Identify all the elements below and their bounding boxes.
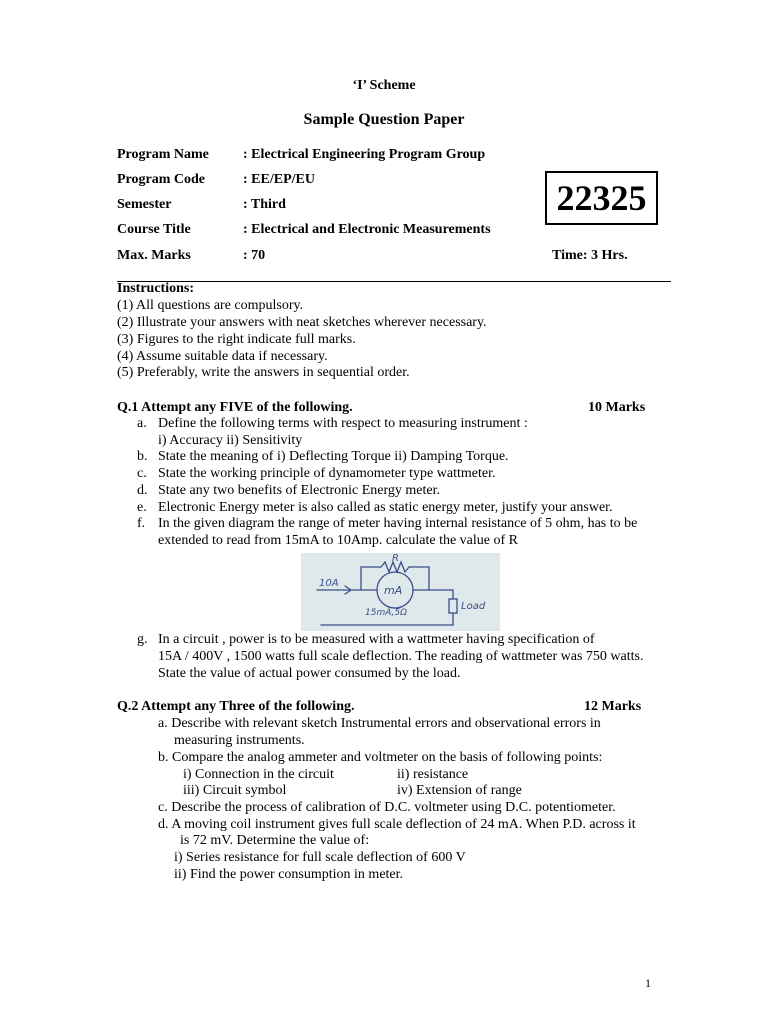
q1-item-text: In the given diagram the range of meter having internal resistance of 5 ohm, has to be bbox=[158, 516, 638, 531]
q1-item-text: State the working principle of dynamometer type wattmeter. bbox=[158, 466, 496, 481]
q1-item-text: State the value of actual power consumed by the load. bbox=[158, 666, 461, 681]
instructions-heading: Instructions: bbox=[117, 281, 195, 296]
q1-item-marker: d. bbox=[137, 483, 148, 498]
program-name-value: : Electrical Engineering Program Group bbox=[243, 147, 486, 162]
instruction-item: (4) Assume suitable data if necessary. bbox=[117, 349, 328, 364]
instruction-item: (3) Figures to the right indicate full marks. bbox=[117, 332, 356, 347]
q1-item-marker: b. bbox=[137, 449, 148, 464]
program-name-label: Program Name bbox=[117, 147, 209, 162]
circuit-diagram-svg bbox=[301, 553, 500, 631]
q2-item-text: b. Compare the analog ammeter and voltmeter on the basis of following points: bbox=[158, 750, 603, 765]
q1-item-text: extended to read from 15mA to 10Amp. calculate the value of R bbox=[158, 533, 519, 548]
max-marks-label: Max. Marks bbox=[117, 248, 191, 263]
q1-item-text: 15A / 400V , 1500 watts full scale deflection. The reading of wattmeter was 750 watts. bbox=[158, 649, 644, 664]
q2-heading: Q.2 Attempt any Three of the following. bbox=[117, 699, 355, 714]
meter-spec-label: 15mA,5Ω bbox=[365, 608, 408, 618]
q1-item-marker: g. bbox=[137, 632, 148, 647]
q1-item-text: State the meaning of i) Deflecting Torque ii) Damping Torque. bbox=[158, 449, 509, 464]
q1-item-text: State any two benefits of Electronic Energy meter. bbox=[158, 483, 440, 498]
load-label: Load bbox=[461, 601, 486, 612]
header-divider bbox=[117, 281, 671, 282]
instruction-item: (2) Illustrate your answers with neat sketches wherever necessary. bbox=[117, 315, 487, 330]
q2-item-text: c. Describe the process of calibration of D.C. voltmeter using D.C. potentiometer. bbox=[158, 800, 616, 815]
q2-subitem: iv) Extension of range bbox=[397, 783, 522, 798]
q1-item-text: Electronic Energy meter is also called as static energy meter, justify your answer. bbox=[158, 500, 613, 515]
course-title-value: : Electrical and Electronic Measurements bbox=[243, 222, 491, 237]
time-label: Time: 3 Hrs. bbox=[552, 248, 628, 263]
course-title-label: Course Title bbox=[117, 222, 191, 237]
circuit-diagram bbox=[301, 553, 500, 631]
q2-item-text: is 72 mV. Determine the value of: bbox=[180, 833, 370, 848]
q1-item-marker: a. bbox=[137, 416, 147, 431]
q1-heading: Q.1 Attempt any FIVE of the following. bbox=[117, 400, 353, 415]
current-label: 10A bbox=[319, 578, 339, 589]
q1-marks: 10 Marks bbox=[588, 400, 646, 415]
semester-label: Semester bbox=[117, 197, 172, 212]
meter-label: mA bbox=[384, 584, 403, 597]
instruction-item: (5) Preferably, write the answers in sequential order. bbox=[117, 365, 410, 380]
page-title: Sample Question Paper bbox=[303, 111, 465, 128]
q1-item-text: Define the following terms with respect to measuring instrument : bbox=[158, 416, 528, 431]
q1-item-marker: e. bbox=[137, 500, 147, 515]
page-number: 1 bbox=[645, 976, 651, 990]
instruction-item: (1) All questions are compulsory. bbox=[117, 298, 304, 313]
q2-subitem: ii) resistance bbox=[397, 767, 469, 782]
q2-subitem: i) Series resistance for full scale deflection of 600 V bbox=[174, 850, 466, 865]
q2-item-text: d. A moving coil instrument gives full scale deflection of 24 mA. When P.D. across it bbox=[158, 817, 636, 832]
q1-item-marker: c. bbox=[137, 466, 147, 481]
q2-item-text: measuring instruments. bbox=[174, 733, 305, 748]
course-code: 22325 bbox=[556, 178, 647, 218]
load-icon bbox=[449, 599, 457, 613]
resistor-label: R bbox=[392, 553, 399, 564]
q2-marks: 12 Marks bbox=[584, 699, 642, 714]
q2-subitem: i) Connection in the circuit bbox=[183, 767, 334, 782]
program-code-value: : EE/EP/EU bbox=[243, 172, 315, 187]
q1-item-text: i) Accuracy ii) Sensitivity bbox=[158, 433, 303, 448]
q1-item-text: In a circuit , power is to be measured with a wattmeter having specification of bbox=[158, 632, 595, 647]
program-code-label: Program Code bbox=[117, 172, 205, 187]
q2-subitem: ii) Find the power consumption in meter. bbox=[174, 867, 404, 882]
max-marks-value: : 70 bbox=[243, 248, 266, 263]
course-code-box bbox=[545, 171, 658, 225]
q2-item-text: a. Describe with relevant sketch Instrumental errors and observational errors in bbox=[158, 716, 601, 731]
q2-subitem: iii) Circuit symbol bbox=[183, 783, 287, 798]
semester-value: : Third bbox=[243, 197, 286, 212]
scheme-label: ‘I’ Scheme bbox=[352, 78, 416, 93]
q1-item-marker: f. bbox=[137, 516, 146, 531]
